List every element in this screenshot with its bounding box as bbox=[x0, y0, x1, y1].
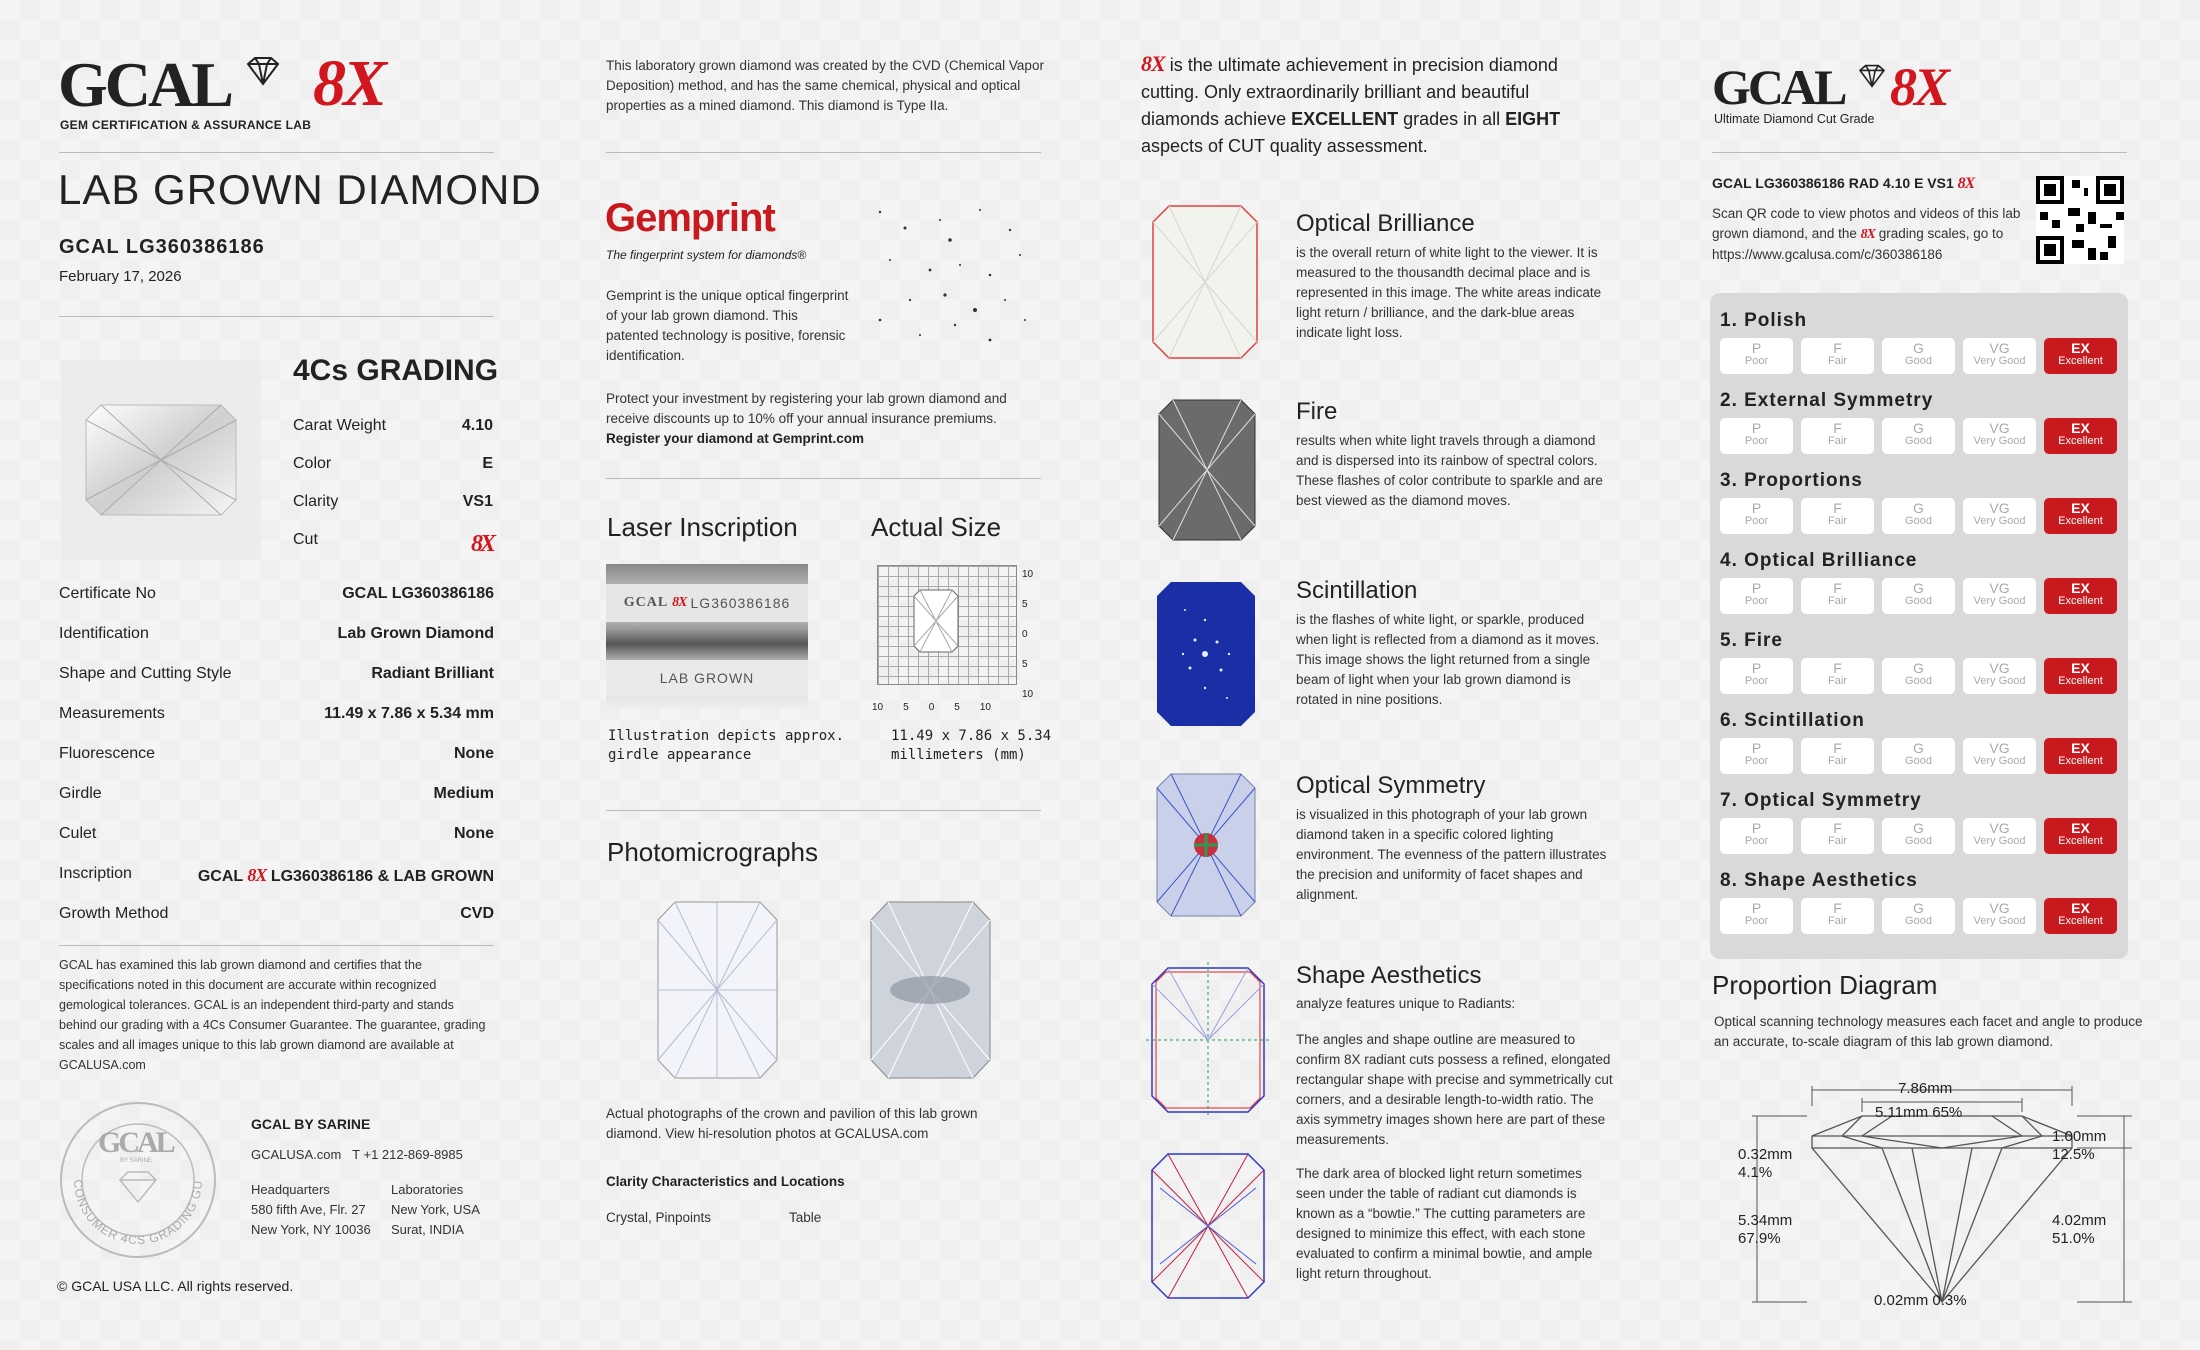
grade-row-carat: Carat Weight 4.10 bbox=[293, 417, 493, 434]
grade-box-g: G Good bbox=[1882, 898, 1955, 934]
8x-mark-right: 8X bbox=[1890, 57, 1948, 117]
detail-growth: Growth Method CVD bbox=[59, 905, 494, 922]
gemprint-pattern bbox=[860, 200, 1040, 350]
grade-section-title: 1. Polish bbox=[1720, 310, 1808, 331]
right-tagline: Ultimate Diamond Cut Grade bbox=[1714, 112, 1875, 126]
fire-image bbox=[1157, 398, 1257, 542]
grade-section bbox=[1720, 550, 2120, 614]
detail-girdle: Girdle Medium bbox=[59, 785, 494, 802]
prop-width: 7.86mm bbox=[1898, 1080, 1953, 1097]
grade-box-f: F Fair bbox=[1801, 818, 1874, 854]
grade-box-ex: EX Excellent bbox=[2044, 418, 2117, 454]
grade-box-ex: EX Excellent bbox=[2044, 498, 2117, 534]
grade-box-f: F Fair bbox=[1801, 898, 1874, 934]
grade-section bbox=[1720, 310, 2120, 374]
gcal-wordmark: GCAL bbox=[58, 49, 231, 120]
grade-section-title: 3. Proportions bbox=[1720, 470, 1863, 491]
grade-box-p: P Poor bbox=[1720, 338, 1793, 374]
brilliance-image bbox=[1151, 204, 1259, 360]
gcal-logo bbox=[58, 48, 438, 138]
grade-box-ex: EX Excellent bbox=[2044, 658, 2117, 694]
grade-section-title: 7. Optical Symmetry bbox=[1720, 790, 1922, 811]
grade-box-vg: VG Very Good bbox=[1963, 898, 2036, 934]
qr-heading: GCAL LG360386186 RAD 4.10 E VS1 8X bbox=[1712, 175, 1975, 192]
prop-crown: 0.32mm 4.1% bbox=[1738, 1146, 1793, 1181]
detail-identification: Identification Lab Grown Diamond bbox=[59, 625, 494, 642]
grade-box-f: F Fair bbox=[1801, 498, 1874, 534]
grade-box-ex: EX Excellent bbox=[2044, 738, 2117, 774]
seal-subtext: BY SARINE bbox=[120, 1158, 152, 1164]
gemprint-register-link[interactable]: Register your diamond at Gemprint.com bbox=[606, 431, 865, 446]
grade-box-g: G Good bbox=[1882, 658, 1955, 694]
grade-section-title: 8. Shape Aesthetics bbox=[1720, 870, 1918, 891]
prop-culet: 0.02mm 0.3% bbox=[1874, 1292, 1967, 1309]
grade-box-ex: EX Excellent bbox=[2044, 578, 2117, 614]
prop-text-symmetry: is visualized in this photograph of your lab grown diamond taken in a specific colored lighting environment. The evenness of the pattern illustrates the precision and uniformity of facet shapes and alignment. bbox=[1296, 807, 1607, 902]
grade-box-vg: VG Very Good bbox=[1963, 818, 2036, 854]
laser-line2: LAB GROWN bbox=[606, 660, 808, 696]
grade-box-g: G Good bbox=[1882, 338, 1955, 374]
grade-section bbox=[1720, 710, 2120, 774]
grading-title: 4Cs GRADING bbox=[293, 354, 499, 387]
prop-title-brilliance: Optical Brilliance bbox=[1296, 210, 1475, 237]
grade-box-vg: VG Very Good bbox=[1963, 338, 2036, 374]
cvd-text: This laboratory grown diamond was created by the CVD (Chemical Vapor Deposition) method, and has the same chemical, physical and optical properties as a mined diamond. This diamond is Type IIa. bbox=[606, 58, 1044, 113]
grade-box-p: P Poor bbox=[1720, 818, 1793, 854]
prop-girdle: 1.00mm 12.5% bbox=[2052, 1128, 2107, 1163]
grade-box-g: G Good bbox=[1882, 418, 1955, 454]
grade-section bbox=[1720, 630, 2120, 694]
actual-size-yticks: 10 5 0 5 10 bbox=[1022, 569, 1034, 700]
gemprint-text: Gemprint is the unique optical fingerprint of your lab grown diamond. This patented technology is positive, forensic identification. bbox=[606, 288, 849, 363]
grade-box-f: F Fair bbox=[1801, 738, 1874, 774]
pavilion-photo bbox=[868, 900, 993, 1080]
laser-caption: Illustration depicts approx. girdle appearance bbox=[608, 728, 845, 763]
laser-brand: GCAL bbox=[623, 595, 669, 610]
prop-depth: 5.34mm 67.9% bbox=[1738, 1212, 1793, 1247]
contact-web: GCALUSA.com T +1 212-869-8985 bbox=[251, 1147, 463, 1162]
laser-mark: 8X bbox=[672, 595, 687, 610]
gemprint-protect: Protect your investment by registering your lab grown diamond and receive discounts up to 10% off your annual insurance premiums. bbox=[606, 391, 1007, 426]
grade-section-title: 6. Scintillation bbox=[1720, 710, 1865, 731]
contact-title: GCAL BY SARINE bbox=[251, 1116, 371, 1132]
grade-box-g: G Good bbox=[1882, 818, 1955, 854]
grade-box-ex: EX Excellent bbox=[2044, 818, 2117, 854]
diamond-photo bbox=[61, 360, 261, 560]
grade-box-vg: VG Very Good bbox=[1963, 738, 2036, 774]
seal-ring-text: CONSUMER 4CS GRADING GU bbox=[70, 1179, 206, 1248]
gcal-tagline: GEM CERTIFICATION & ASSURANCE LAB bbox=[60, 118, 312, 132]
grade-section-title: 4. Optical Brilliance bbox=[1720, 550, 1918, 571]
disclaimer: GCAL has examined this lab grown diamond and certifies that the specifications noted in this document are accurate within recognized gemological tolerances. GCAL is an independent third-party and stands behind our grading with a 4Cs Consumer Guarantee. The guarantee, grading scales and all images unique to this lab grown diamond are available at GCALUSA.com bbox=[59, 958, 486, 1072]
diamond-icon bbox=[243, 56, 283, 86]
grade-box-g: G Good bbox=[1882, 498, 1955, 534]
grade-section-title: 5. Fire bbox=[1720, 630, 1783, 651]
prop-text-scintillation: is the flashes of white light, or sparkle, produced when light is reflected from a diamond as it moves. This image shows the light returned from a single beam of light when your lab grown diamond is rotated in nine positions. bbox=[1296, 612, 1600, 707]
prop-table: 5.11mm 65% bbox=[1875, 1104, 1963, 1121]
grade-section bbox=[1720, 390, 2120, 454]
shape-outline-image bbox=[1146, 962, 1270, 1117]
detail-shape: Shape and Cutting Style Radiant Brilliant bbox=[59, 665, 494, 682]
grade-box-vg: VG Very Good bbox=[1963, 498, 2036, 534]
copyright: © GCAL USA LLC. All rights reserved. bbox=[57, 1278, 294, 1294]
actual-title: Actual Size bbox=[871, 512, 1002, 542]
prop-text-brilliance: is the overall return of white light to the viewer. It is measured to the thousandth decimal place and is represented in this image. The white areas indicate light return / brilliance, and the dark-blue areas indicate light loss. bbox=[1296, 245, 1602, 340]
scintillation-image bbox=[1155, 580, 1257, 728]
detail-inscription: Inscription GCAL 8X LG360386186 & LAB GROWN bbox=[59, 865, 494, 885]
grade-row-cut: Cut 8X bbox=[293, 531, 493, 557]
qr-text: Scan QR code to view photos and videos of this lab grown diamond, and the 8X grading scales, go to https://www.gcalusa.com/c/360386186 bbox=[1712, 206, 2021, 262]
grade-box-g: G Good bbox=[1882, 578, 1955, 614]
grade-section bbox=[1720, 790, 2120, 854]
seal-text: GCAL bbox=[98, 1126, 173, 1159]
proportion-title: Proportion Diagram bbox=[1712, 970, 1938, 1000]
grade-box-f: F Fair bbox=[1801, 418, 1874, 454]
prop-text-shape: analyze features unique to Radiants: bbox=[1296, 996, 1516, 1011]
diamond-icon-right bbox=[1856, 64, 1888, 88]
grade-box-ex: EX Excellent bbox=[2044, 338, 2117, 374]
report-number: GCAL LG360386186 bbox=[59, 236, 265, 258]
photomicro-caption: Actual photographs of the crown and pavilion of this lab grown diamond. View hi-resolution photos at GCALUSA.com bbox=[606, 1106, 978, 1141]
laser-line1: LG360386186 bbox=[690, 595, 791, 611]
grade-box-vg: VG Very Good bbox=[1963, 418, 2036, 454]
prop-title-fire: Fire bbox=[1296, 398, 1338, 425]
actual-size-diamond bbox=[912, 588, 960, 654]
grade-box-p: P Poor bbox=[1720, 578, 1793, 614]
8x-mark: 8X bbox=[313, 47, 385, 120]
guarantee-seal bbox=[58, 1100, 218, 1260]
grade-section bbox=[1720, 470, 2120, 534]
grade-section-title: 2. External Symmetry bbox=[1720, 390, 1934, 411]
laser-image bbox=[606, 564, 808, 709]
prop-pavilion: 4.02mm 51.0% bbox=[2052, 1212, 2107, 1247]
prop-title-scintillation: Scintillation bbox=[1296, 577, 1418, 604]
crown-photo bbox=[655, 900, 780, 1080]
grade-box-p: P Poor bbox=[1720, 738, 1793, 774]
clarity-characteristics: Crystal, Pinpoints bbox=[606, 1210, 712, 1225]
gcal-wordmark-right: GCAL bbox=[1712, 59, 1845, 115]
proportion-text: Optical scanning technology measures each facet and angle to produce an accurate, to-scale diagram of this lab grown diamond. bbox=[1714, 1014, 2143, 1049]
grade-box-p: P Poor bbox=[1720, 498, 1793, 534]
report-title: LAB GROWN DIAMOND bbox=[58, 166, 542, 213]
contact-hq: Headquarters 580 fifth Ave, Flr. 27 New York, NY 10036 bbox=[251, 1182, 371, 1237]
grade-box-vg: VG Very Good bbox=[1963, 578, 2036, 614]
prop-title-shape: Shape Aesthetics bbox=[1296, 962, 1482, 989]
grade-box-f: F Fair bbox=[1801, 338, 1874, 374]
contact-labs: Laboratories New York, USA Surat, INDIA bbox=[391, 1182, 480, 1237]
grade-box-p: P Poor bbox=[1720, 418, 1793, 454]
photomicro-title: Photomicrographs bbox=[607, 837, 818, 867]
grade-box-g: G Good bbox=[1882, 738, 1955, 774]
prop-text-fire: results when white light travels through a diamond and is dispersed into its rainbow of spectral colors. These flashes of color contribute to sparkle and are best viewed as the diamond moves. bbox=[1296, 433, 1603, 508]
grade-row-clarity: Clarity VS1 bbox=[293, 493, 493, 510]
report-date: February 17, 2026 bbox=[59, 268, 182, 285]
clarity-title: Clarity Characteristics and Locations bbox=[606, 1174, 845, 1189]
prop-title-symmetry: Optical Symmetry bbox=[1296, 772, 1486, 799]
detail-measurements: Measurements 11.49 x 7.86 x 5.34 mm bbox=[59, 705, 494, 722]
detail-culet: Culet None bbox=[59, 825, 494, 842]
gemprint-tagline: The fingerprint system for diamonds® bbox=[606, 248, 807, 262]
gemprint-logo: Gemprint bbox=[605, 196, 775, 240]
detail-certificate: Certificate No GCAL LG360386186 bbox=[59, 585, 494, 602]
gcal-logo-right bbox=[1712, 58, 2012, 138]
grade-box-p: P Poor bbox=[1720, 898, 1793, 934]
grade-box-p: P Poor bbox=[1720, 658, 1793, 694]
intro-text: 8X is the ultimate achievement in precision diamond cutting. Only extraordinarily brilliant and beautiful diamonds achieve EXCELLENT grades in all EIGHT aspects of CUT quality assessment. bbox=[1141, 51, 1561, 156]
grade-box-f: F Fair bbox=[1801, 658, 1874, 694]
symmetry-image bbox=[1155, 772, 1257, 918]
svg-text:CONSUMER 4CS GRADING GUARANTEE bbox=[58, 1100, 205, 1247]
grade-box-vg: VG Very Good bbox=[1963, 658, 2036, 694]
clarity-location: Table bbox=[789, 1210, 822, 1225]
detail-fluorescence: Fluorescence None bbox=[59, 745, 494, 762]
actual-size-xticks: 10 5 0 5 10 bbox=[872, 702, 991, 713]
qr-code[interactable] bbox=[2036, 176, 2124, 264]
actual-caption: 11.49 x 7.86 x 5.34 millimeters (mm) bbox=[891, 728, 1052, 763]
grade-section bbox=[1720, 870, 2120, 934]
grade-row-color: Color E bbox=[293, 455, 493, 472]
prop-text-shape-2: The angles and shape outline are measured to confirm 8X radiant cuts possess a refined, elongated rectangular shape with precise and symmetrically cut corners, and a desirable length-to-width ratio. The axis symmetry images shown here are part of these measurements. bbox=[1296, 1032, 1613, 1147]
prop-text-shape-3: The dark area of blocked light return sometimes seen under the table of radiant cut diamonds is known as a “bowtie.” The cutting parameters are designed to minimize this effect, with each stone evaluated to confirm a minimal bowtie, and ample light return throughout. bbox=[1296, 1166, 1593, 1281]
grade-box-ex: EX Excellent bbox=[2044, 898, 2117, 934]
laser-title: Laser Inscription bbox=[607, 512, 798, 542]
grade-box-f: F Fair bbox=[1801, 578, 1874, 614]
bowtie-image bbox=[1146, 1148, 1270, 1303]
